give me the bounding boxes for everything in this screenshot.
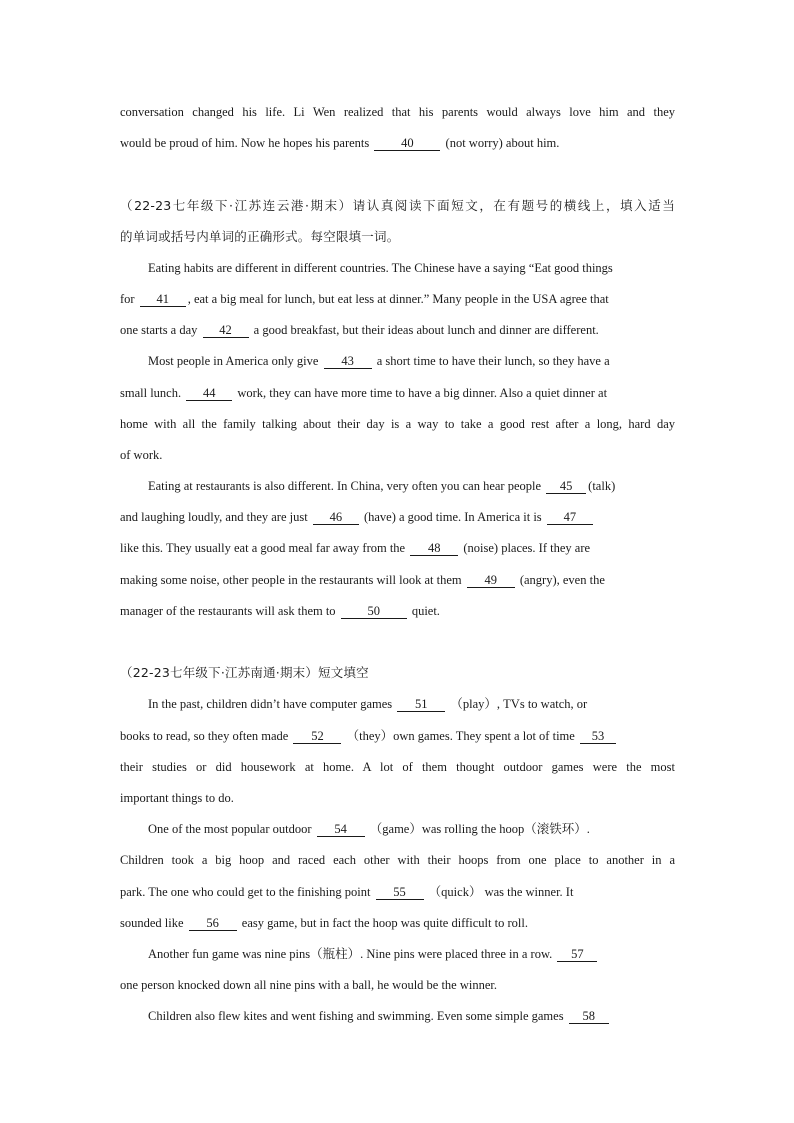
s2-p1-line-3: one starts a day 42 a good breakfast, but their ideas about lunch and dinner are different. bbox=[120, 323, 599, 337]
blank-58[interactable]: 58 bbox=[569, 1009, 609, 1024]
blank-49[interactable]: 49 bbox=[467, 573, 515, 588]
blank-50[interactable]: 50 bbox=[341, 604, 407, 619]
s3-p1-line-4: important things to do. bbox=[120, 791, 234, 805]
s2-p3-line-3: like this. They usually eat a good meal far away from the 48 (noise) places. If they are bbox=[120, 541, 591, 555]
blank-43[interactable]: 43 bbox=[324, 354, 372, 369]
blank-55[interactable]: 55 bbox=[376, 885, 424, 900]
section2-heading-line-1: （22-23七年级下·江苏连云港·期末）请认真阅读下面短文，在有题号的横线上，填入适当 bbox=[120, 198, 675, 213]
s3-p4-line-1: Children also flew kites and went fishing and swimming. Even some simple games 58 bbox=[120, 1007, 675, 1025]
blank-51[interactable]: 51 bbox=[397, 697, 445, 712]
s3-p2-line-4: sounded like 56 easy game, but in fact the hoop was quite difficult to roll. bbox=[120, 916, 528, 930]
blank-44[interactable]: 44 bbox=[186, 386, 232, 401]
blank-57[interactable]: 57 bbox=[557, 947, 597, 962]
blank-41[interactable]: 41 bbox=[140, 292, 186, 307]
s3-p3-line-2: one person knocked down all nine pins with a ball, he would be the winner. bbox=[120, 978, 498, 992]
s3-p1-line-3: their studies or did housework at home. A lot of them thought outdoor games were the most bbox=[120, 760, 675, 774]
intro-line-2: would be proud of him. Now he hopes his parents 40 (not worry) about him. bbox=[120, 136, 560, 150]
s2-p2-line-4: of work. bbox=[120, 448, 163, 462]
s2-p3-line-2: and laughing loudly, and they are just 46 (have) a good time. In America it is 47 bbox=[120, 508, 675, 526]
s3-p2-line-3: park. The one who could get to the finishing point 55 （quick） was the winner. It bbox=[120, 885, 574, 899]
blank-47[interactable]: 47 bbox=[547, 510, 593, 525]
intro-line-1: conversation changed his life. Li Wen realized that his parents would always love him and they bbox=[120, 105, 675, 119]
blank-53[interactable]: 53 bbox=[580, 729, 616, 744]
s2-p2-line-2: small lunch. 44 work, they can have more time to have a big dinner. Also a quiet dinner at bbox=[120, 386, 608, 400]
blank-40[interactable]: 40 bbox=[374, 136, 440, 151]
s2-p2-line-3: home with all the family talking about their day is a way to take a good rest after a long, hard day bbox=[120, 417, 675, 431]
blank-52[interactable]: 52 bbox=[293, 729, 341, 744]
s3-p2-line-2: Children took a big hoop and raced each other with their hoops from one place to another in a bbox=[120, 853, 675, 867]
s2-p1-line-1: Eating habits are different in different countries. The Chinese have a saying “Eat good things bbox=[148, 261, 613, 275]
blank-48[interactable]: 48 bbox=[410, 541, 458, 556]
blank-46[interactable]: 46 bbox=[313, 510, 359, 525]
blank-54[interactable]: 54 bbox=[317, 822, 365, 837]
s3-p3-line-1: Another fun game was nine pins（瓶柱）. Nine pins were placed three in a row. 57 bbox=[120, 945, 675, 963]
section3-heading: （22-23七年级下·江苏南通·期末）短文填空 bbox=[120, 665, 369, 680]
blank-42[interactable]: 42 bbox=[203, 323, 249, 338]
section2-heading-line-2: 的单词或括号内单词的正确形式。每空限填一词。 bbox=[120, 229, 400, 244]
s2-p3-line-1: Eating at restaurants is also different. In China, very often you can hear people 45 (talk) bbox=[148, 479, 616, 493]
s2-p2-line-1: Most people in America only give 43 a short time to have their lunch, so they have a bbox=[148, 354, 610, 368]
s3-p1-line-1: In the past, children didn’t have computer games 51 （play）, TVs to watch, or bbox=[148, 697, 588, 711]
s3-p2-line-1: One of the most popular outdoor 54 （game）was rolling the hoop（滚铁环）. bbox=[148, 822, 590, 836]
s2-p3-line-4: making some noise, other people in the restaurants will look at them 49 (angry), even the bbox=[120, 573, 605, 587]
s3-p1-line-2: books to read, so they often made 52 （they）own games. They spent a lot of time 53 bbox=[120, 727, 675, 745]
blank-56[interactable]: 56 bbox=[189, 916, 237, 931]
s2-p1-line-2: for 41 , eat a big meal for lunch, but eat less at dinner.” Many people in the USA agree that bbox=[120, 292, 609, 306]
s2-p3-line-5: manager of the restaurants will ask them to 50 quiet. bbox=[120, 604, 440, 618]
blank-45[interactable]: 45 bbox=[546, 479, 586, 494]
